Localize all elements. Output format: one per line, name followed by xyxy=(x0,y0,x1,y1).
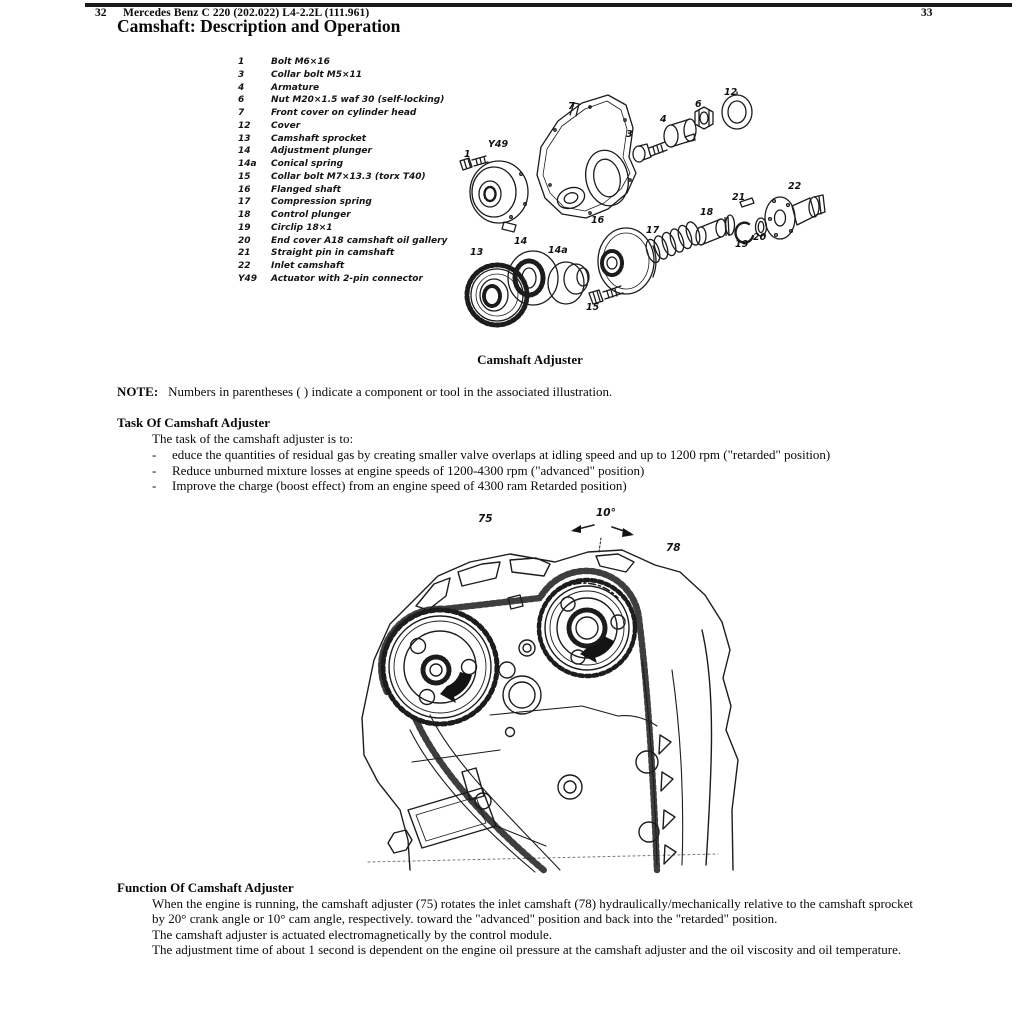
legend-item xyxy=(238,260,447,273)
function-paragraph: The adjustment time of about 1 second is dependent on the engine oil pressure at the camshaft adjuster and the oil viscosity and oil temperature. xyxy=(152,942,902,958)
legend-item-number: 21 xyxy=(238,248,251,259)
bullet-text: educe the quantities of residual gas by creating smaller valve overlaps at idling speed and up to 1200 rpm ("retarded" position) xyxy=(172,447,831,462)
legend-item xyxy=(238,82,447,95)
legend-item-label: Adjustment plunger xyxy=(271,146,372,157)
note-label: NOTE: xyxy=(117,384,159,399)
legend-item-number: 19 xyxy=(238,222,251,233)
legend-item xyxy=(238,107,447,120)
note xyxy=(117,384,937,400)
callout-18: 18 xyxy=(700,207,714,218)
callout-19: 19 xyxy=(735,239,749,250)
callout-21: 21 xyxy=(732,192,746,203)
task-intro: The task of the camshaft adjuster is to: xyxy=(152,431,354,446)
legend-item-label: Conical spring xyxy=(271,159,344,169)
legend-item-number: 13 xyxy=(238,133,251,144)
bullet-text: Reduce unburned mixture losses at engine speeds of 1200-4300 rpm ("advanced" position) xyxy=(172,462,645,478)
note-text: Numbers in parentheses ( ) indicate a component or tool in the associated illustration. xyxy=(168,384,613,399)
legend-item xyxy=(238,120,447,133)
header-title: Mercedes Benz C 220 (202.022) L4-2.2L (111.961) xyxy=(123,7,370,19)
legend-item xyxy=(238,209,447,222)
callout-1: 1 xyxy=(464,149,471,160)
legend-item-label: Control plunger xyxy=(271,210,351,220)
legend-item-label: Circlip 18×1 xyxy=(271,222,333,233)
legend-item xyxy=(238,196,447,209)
function-heading: Function Of Camshaft Adjuster xyxy=(117,880,294,895)
legend-item-number: 3 xyxy=(238,69,245,80)
legend-item-number: 16 xyxy=(238,184,251,195)
callout-7: 7 xyxy=(568,101,575,112)
legend-item xyxy=(238,222,447,235)
page-number-right: 33 xyxy=(921,7,933,19)
callout-6: 6 xyxy=(695,99,702,110)
legend-item-label: Actuator with 2-pin connector xyxy=(271,273,423,284)
legend-item-label: Flanged shaft xyxy=(271,184,341,195)
legend-item-label: Cover xyxy=(271,120,301,131)
legend-item xyxy=(238,235,447,248)
legend-item xyxy=(238,171,447,184)
legend-item-label: Front cover on cylinder head xyxy=(271,108,417,118)
legend-item-number: 4 xyxy=(238,82,245,93)
task-heading: Task Of Camshaft Adjuster xyxy=(117,415,271,430)
legend-item-label: Armature xyxy=(271,82,320,93)
label-adjuster-75: 75 xyxy=(478,513,493,525)
timing-chain-drawing xyxy=(350,510,750,875)
legend-item xyxy=(238,247,447,260)
exploded-view-drawing xyxy=(440,85,835,353)
callout-16: 16 xyxy=(591,215,605,226)
legend-item-number: 14a xyxy=(238,159,257,169)
callout-20: 20 xyxy=(753,232,767,243)
legend-item-number: 6 xyxy=(238,95,245,106)
callout-14: 14 xyxy=(514,236,528,247)
bullet-marker: - xyxy=(152,447,157,462)
callout-14a: 14a xyxy=(548,245,568,256)
legend-item-number: 22 xyxy=(238,261,251,271)
page-number-left: 32 xyxy=(95,7,107,19)
task-bullet xyxy=(152,478,947,494)
legend-item xyxy=(238,56,447,69)
legend-item-number: 15 xyxy=(238,171,251,182)
bullet-text: Improve the charge (boost effect) from an engine speed of 4300 ram Retarded position) xyxy=(172,478,627,493)
function-paragraph: When the engine is running, the camshaft adjuster (75) rotates the inlet camshaft (78) hydraulically/mechanically relative to the camshaft sprocket by 20° crank angle or 10° cam angle, respectively. toward the "advanced" position and back into the "retarded" position. xyxy=(152,896,913,927)
task-bullet xyxy=(152,447,947,463)
legend-item-number: 7 xyxy=(238,108,245,118)
legend-item-label: Straight pin in camshaft xyxy=(271,248,395,259)
legend-item xyxy=(238,69,447,82)
legend-item xyxy=(238,145,447,158)
legend-item-label: Nut M20×1.5 waf 30 (self-locking) xyxy=(271,95,445,106)
legend-item-label: Inlet camshaft xyxy=(271,261,345,271)
legend-item xyxy=(238,133,447,146)
task-section xyxy=(117,415,947,494)
legend-item-label: Collar bolt M5×11 xyxy=(271,69,363,80)
callout-13: 13 xyxy=(470,247,484,258)
timing-chain-diagram xyxy=(350,507,750,875)
legend-item-label: Collar bolt M7×13.3 (torx T40) xyxy=(271,171,426,182)
callout-17: 17 xyxy=(646,225,660,236)
legend-item-label: Bolt M6×16 xyxy=(271,57,330,67)
legend-item-number: 18 xyxy=(238,210,251,220)
legend-item xyxy=(238,273,447,286)
legend-item-number: 12 xyxy=(238,120,251,131)
legend-item-label: Camshaft sprocket xyxy=(271,133,367,144)
bullet-marker: - xyxy=(152,462,157,478)
legend-item-label: End cover A18 camshaft oil gallery xyxy=(271,235,448,246)
legend-item-number: 20 xyxy=(238,235,251,246)
legend-item-number: 1 xyxy=(238,57,245,67)
callout-15: 15 xyxy=(586,302,600,313)
label-cam-angle-10deg: 10° xyxy=(596,507,616,519)
diagram-caption: Camshaft Adjuster xyxy=(477,352,583,367)
legend-item-number: 14 xyxy=(238,146,251,157)
callout-y49: Y49 xyxy=(488,139,509,150)
callout-22: 22 xyxy=(788,181,802,192)
function-section xyxy=(117,880,947,958)
legend-item xyxy=(238,158,447,171)
label-camshaft-78: 78 xyxy=(666,542,681,554)
legend-item xyxy=(238,184,447,197)
bullet-marker: - xyxy=(152,478,157,493)
legend-item-label: Compression spring xyxy=(271,197,372,208)
callout-3: 3 xyxy=(626,129,633,140)
parts-legend xyxy=(238,56,447,286)
callout-12: 12 xyxy=(724,87,738,98)
task-bullet xyxy=(152,463,947,479)
legend-item-number: 17 xyxy=(238,197,251,208)
exploded-view-diagram xyxy=(440,85,835,353)
function-paragraph: The camshaft adjuster is actuated electromagnetically by the control module. xyxy=(152,926,552,942)
callout-4: 4 xyxy=(660,114,667,125)
legend-item xyxy=(238,94,447,107)
page-title: Camshaft: Description and Operation xyxy=(117,16,401,36)
legend-item-number: Y49 xyxy=(238,273,258,284)
